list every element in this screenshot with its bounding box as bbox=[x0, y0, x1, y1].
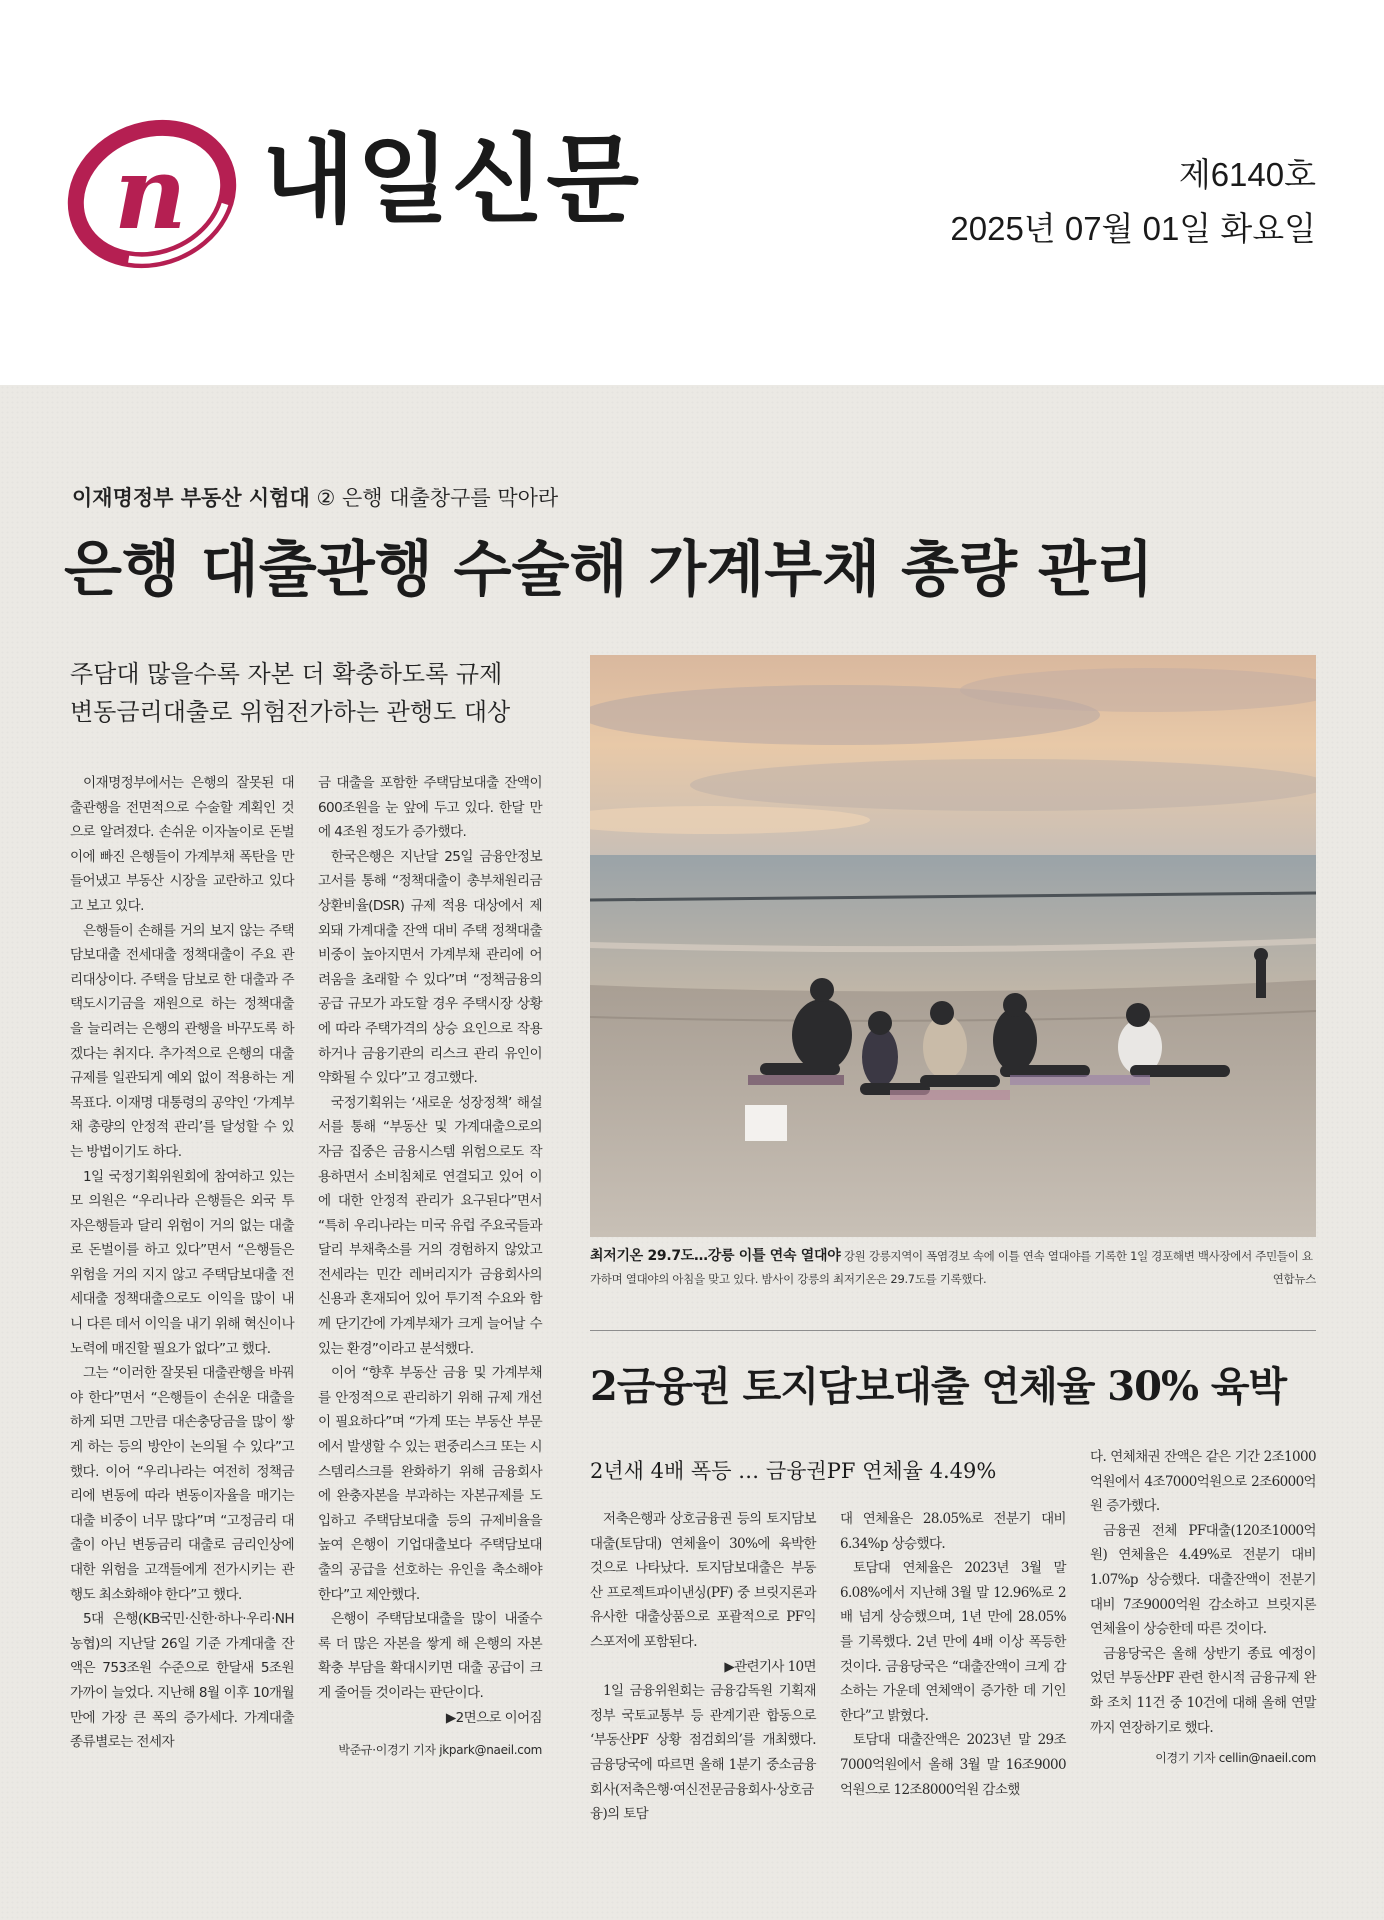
subhead-line-1: 주담대 많을수록 자본 더 확충하도록 규제 bbox=[70, 660, 503, 688]
paragraph: 저축은행과 상호금융권 등의 토지담보대출(토담대) 연체율이 30%에 육박한 것으로 나타났다. 토지담보대출은 부동산 프로젝트파이낸싱(PF) 중 브릿지론과 유사한 대출상품으로 포괄적으로 PF익스포저에 포함된다. bbox=[590, 1511, 816, 1650]
paragraph: 다. 연체채권 잔액은 같은 기간 2조1000억원에서 4조7000억원으로 2조6000억원 증가했다. bbox=[1090, 1449, 1316, 1515]
caption-title: 최저기온 29.7도…강릉 이틀 연속 열대야 bbox=[590, 1248, 841, 1264]
paragraph: 1일 금융위원회는 금융감독원 기획재정부 국토교통부 등 관계기관 합동으로 ‘부동산PF 상황 점검회의’를 개최했다. 금융당국에 따르면 올해 1분기 중소금융회사(저축은행·여신전문금융회사·상호금융)의 토담 bbox=[590, 1683, 816, 1823]
svg-text:n: n bbox=[114, 134, 187, 252]
front-page bbox=[0, 385, 1384, 1920]
paragraph: 금 대출을 포함한 주택담보대출 잔액이 600조원을 눈 앞에 두고 있다. 한달 만에 4조원 정도가 증가했다. bbox=[318, 775, 542, 841]
caption-text: 강원 강릉지역이 폭염경보 속에 이틀 연속 열대야를 기록한 1일 경포해변 백사장에서 주민들이 요가하며 열대야의 아침을 맞고 있다. 밤사이 강릉의 최저기온은 29.7도를 기록했다. bbox=[590, 1249, 1313, 1286]
main-headline: 은행 대출관행 수술해 가계부채 총량 관리 bbox=[64, 535, 1154, 605]
paragraph: 그는 “이러한 잘못된 대출관행을 바꿔야 한다”면서 “은행들이 손쉬운 대출을 하게 되면 그만큼 대손충당금을 많이 쌓게 하는 등의 방안이 논의될 수 있다”고 했다. 이어 “우리나라는 여전히 정책금리에 변동에 따라 변동이자율을 매기는 대출 비중이 너무 많다”며 “고정금리 대출이 아닌 변동금리 대출로 금리인상에 대한 위험을 고객들에게 전가시키는 관행도 최소화해야 한다”고 했다. bbox=[70, 1365, 294, 1603]
paragraph: 1일 국정기획위원회에 참여하고 있는 모 의원은 “우리나라 은행들은 외국 투자은행들과 달리 위험이 거의 없는 대출로 돈벌이를 하고 있다”면서 “은행들은 위험을 거의 지지 않고 주택담보대출 전세대출 정책대출으로도 이익을 많이 내니 다른 데서 이익을 내기 위해 혁신이나 노력에 매진할 필요가 없다”고 했다. bbox=[70, 1168, 294, 1357]
article2-column-1 bbox=[590, 1507, 816, 1827]
paragraph: 토담대 연체율은 2023년 3월 말 6.08%에서 지난해 3월 말 12.96%로 2배 넘게 상승했으며, 1년 만에 28.05%를 기록했다. 2년 만에 4배 이상 폭등한 것이다. 금융당국은 “대출잔액이 크게 감소하는 가운데 연체액이 증가한 데 기인한다”고 밝혔다. bbox=[840, 1560, 1066, 1724]
issue-date: 2025년 07월 01일 화요일 bbox=[950, 210, 1316, 247]
paragraph: 은행이 주택담보대출을 많이 내줄수록 더 많은 자본을 쌓게 해 은행의 자본 확충 부담을 확대시키면 대출 공급이 크게 줄어들 것이라는 판단이다. bbox=[318, 1611, 542, 1701]
paragraph: 5대 은행(KB국민·신한·하나·우리·NH농협)의 지난달 26일 기준 가계대출 잔액은 753조원 수준으로 한달새 5조원 가까이 늘었다. 지난해 8월 이후 10개월 만에 가장 큰 폭의 증가세다. 가계대출 종류별로는 전세자 bbox=[70, 1611, 294, 1751]
paragraph: 대 연체율은 28.05%로 전분기 대비 6.34%p 상승했다. bbox=[840, 1511, 1066, 1552]
kicker-topic: 은행 대출창구를 막아라 bbox=[335, 486, 559, 510]
article1-byline: 박준규·이경기 기자 jkpark@naeil.com bbox=[338, 1743, 542, 1758]
kicker-series: 이재명정부 부동산 시험대 bbox=[72, 486, 310, 510]
section-divider bbox=[590, 1330, 1316, 1331]
article-kicker bbox=[72, 482, 558, 512]
paragraph: 국정기획위는 ‘새로운 성장정책’ 해설서를 통해 “부동산 및 가계대출으로의 자금 집중은 금융시스템 위험으로도 작용하면서 소비침체로 연결되고 있어 이에 대한 안정적 관리가 요구된다”면서 “특히 우리나라는 미국 유럽 주요국들과 달리 부채축소를 거의 경험하지 않았고 전세라는 민간 레버리지가 금융회사의 신용과 혼재되어 있어 투기적 수요와 함께 단기간에 가계부채가 크게 늘어날 수 있는 환경”이라고 분석했다. bbox=[318, 1094, 542, 1357]
issue-number: 제6140호 bbox=[1178, 156, 1316, 193]
article2-byline: 이경기 기자 cellin@naeil.com bbox=[1155, 1751, 1316, 1766]
beach-yoga-photo bbox=[590, 655, 1316, 1237]
subhead-line-2: 변동금리대출로 위험전가하는 관행도 대상 bbox=[70, 698, 511, 726]
masthead-logo-text: 내일신문 bbox=[262, 124, 641, 236]
article1-column-2 bbox=[318, 771, 542, 1763]
continued-note: ▶2면으로 이어짐 bbox=[445, 1709, 542, 1726]
photo-credit: 연합뉴스 bbox=[1272, 1272, 1316, 1286]
secondary-headline: 2금융권 토지담보대출 연체율 30% 육박 bbox=[590, 1363, 1287, 1410]
article2-column-2 bbox=[840, 1507, 1066, 1802]
main-subhead bbox=[70, 655, 550, 731]
paragraph: 금융권 전체 PF대출(120조1000억원) 연체율은 4.49%로 전분기 대비 1.07%p 상승했다. 대출잔액이 전분기 대비 7조9000억원 감소하고 브릿지론 연체율이 상승한데 따른 것이다. bbox=[1090, 1522, 1316, 1638]
masthead bbox=[0, 0, 1384, 385]
paragraph: 금융당국은 올해 상반기 종료 예정이었던 부동산PF 관련 한시적 금융규제 완화 조치 11건 중 10건에 대해 올해 연말까지 연장하기로 했다. bbox=[1090, 1645, 1316, 1736]
paragraph: 토담대 대출잔액은 2023년 말 29조7000억원에서 올해 3월 말 16조9000억원으로 12조8000억원 감소했 bbox=[840, 1732, 1066, 1798]
paragraph: 은행들이 손해를 거의 보지 않는 주택담보대출 전세대출 정책대출이 주요 관리대상이다. 주택을 담보로 한 대출과 주택도시기금을 재원으로 하는 정책대출을 늘리려는 은행의 관행을 바꾸도록 하겠다는 취지다. 추가적으로 은행의 대출규제를 일관되게 예외 없이 적용하는 게 목표다. 이재명 대통령의 공약인 ‘가계부채 총량의 안정적 관리’를 달성할 수 있는 방법이기도 하다. bbox=[70, 922, 294, 1160]
naeil-logo-icon bbox=[62, 110, 237, 275]
photo-image bbox=[590, 655, 1316, 1237]
article1-column-1 bbox=[70, 771, 294, 1755]
paragraph: 이재명정부에서는 은행의 잘못된 대출관행을 전면적으로 수술할 계획인 것으로 알려졌다. 손쉬운 이자놀이로 돈벌이에 빠진 은행들이 가계부채 폭탄을 만들어냈고 부동산 시장을 교란하고 있다고 보고 있다. bbox=[70, 775, 294, 914]
paragraph: 이어 “향후 부동산 금융 및 가계부채를 안정적으로 관리하기 위해 규제 개선이 필요하다”며 “가계 또는 부동산 부문에서 발생할 수 있는 편중리스크 또는 시스템리스크를 완화하기 위해 금융회사에 완충자본을 부과하는 자본규제를 도입하고 주택담보대출 등의 규제비율을 높여 은행이 기업대출보다 주택담보대출의 공급을 선호하는 유인을 축소해야 한다”고 제안했다. bbox=[318, 1365, 542, 1603]
issue-info bbox=[950, 148, 1316, 256]
secondary-subhead: 2년새 4배 폭등 … 금융권PF 연체율 4.49% bbox=[590, 1459, 997, 1483]
photo-caption bbox=[590, 1245, 1316, 1291]
article2-column-3 bbox=[1090, 1445, 1316, 1771]
kicker-number: ② bbox=[316, 486, 336, 510]
related-article-note: ▶관련기사 10면 bbox=[724, 1658, 816, 1675]
paragraph: 한국은행은 지난달 25일 금융안정보고서를 통해 “정책대출이 총부채원리금상환비율(DSR) 규제 적용 대상에서 제외돼 가계대출 잔액 대비 주택 정책대출 비중이 높아지면서 가계부채 관리에 어려움을 초래할 수 있다”며 “정책금융의 공급 규모가 과도할 경우 주택시장 상황에 따라 주택가격의 상승 요인으로 작용하거나 금융기관의 리스크 관리 유인이 약화될 수 있다”고 경고했다. bbox=[318, 848, 542, 1087]
